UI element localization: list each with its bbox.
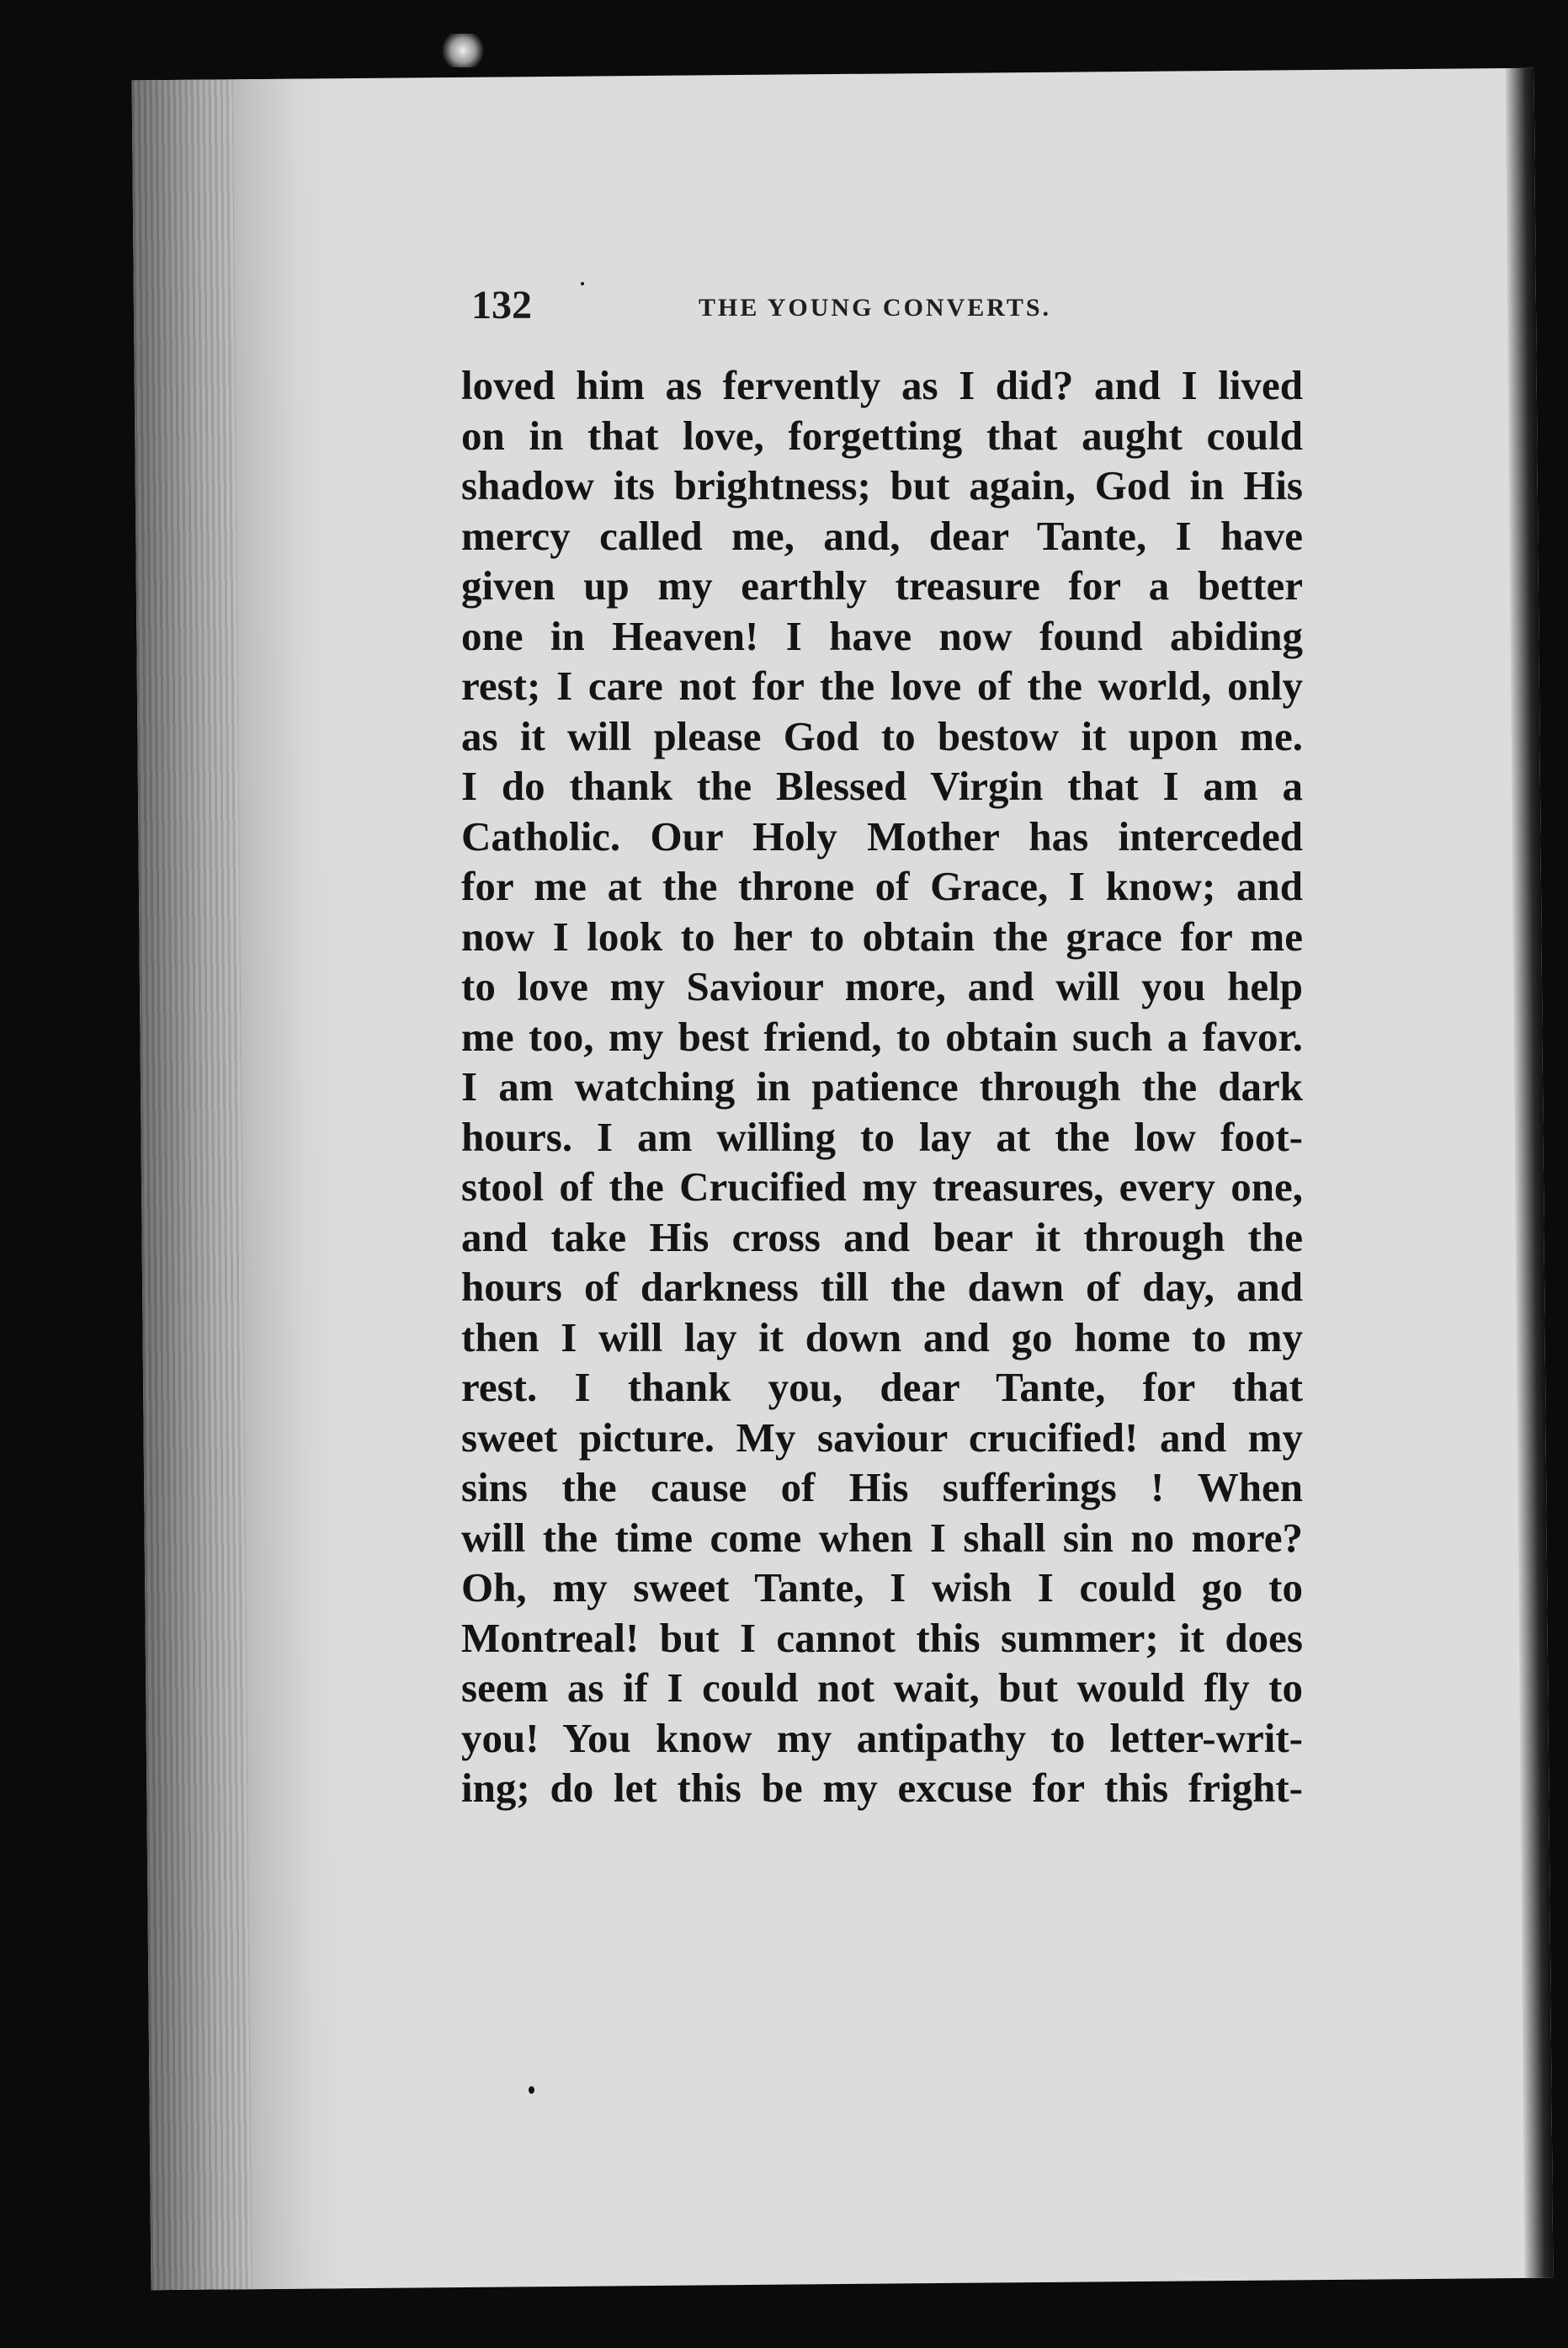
text-line: one in Heaven! I have now found abiding	[461, 612, 1303, 659]
text-line: sins the cause of His sufferings ! When	[461, 1464, 1303, 1510]
text-line: hours of darkness till the dawn of day, and	[461, 1264, 1303, 1310]
text-line: mercy called me, and, dear Tante, I have	[461, 512, 1303, 559]
ink-speck	[529, 2086, 534, 2094]
text-line: stool of the Crucified my treasures, every one,	[461, 1163, 1303, 1210]
ink-speck	[581, 282, 584, 285]
text-line: ing; do let this be my excuse for this fright-	[461, 1765, 1303, 1811]
page-right-edge	[1506, 68, 1554, 2278]
text-line: sweet picture. My saviour crucified! and my	[461, 1414, 1303, 1461]
running-head: THE YOUNG CONVERTS.	[699, 294, 1052, 322]
text-line: Montreal! but I cannot this summer; it does	[461, 1614, 1303, 1661]
text-line: I am watching in patience through the dark	[461, 1063, 1303, 1110]
text-line: seem as if I could not wait, but would fly to	[461, 1664, 1303, 1711]
scan-smudge	[438, 34, 488, 67]
text-line: to love my Saviour more, and will you help	[461, 963, 1303, 1009]
text-line: Oh, my sweet Tante, I wish I could go to	[461, 1564, 1303, 1611]
body-text	[461, 360, 1303, 1813]
text-line: Catholic. Our Holy Mother has interceded	[461, 812, 1303, 860]
text-line: rest; I care not for the love of the world, only	[461, 663, 1303, 709]
page-header	[471, 282, 1313, 341]
text-line: on in that love, forgetting that aught could	[461, 412, 1303, 459]
text-line: then I will lay it down and go home to my	[461, 1313, 1303, 1360]
text-line: and take His cross and bear it through the	[461, 1213, 1303, 1260]
page-gutter-edges	[132, 79, 252, 2290]
page-number: 132	[471, 283, 532, 327]
text-line: now I look to her to obtain the grace for me	[461, 913, 1303, 960]
text-line: as it will please God to bestow it upon me.	[461, 712, 1303, 759]
text-line: will the time come when I shall sin no more?	[461, 1514, 1303, 1561]
text-line: I do thank the Blessed Virgin that I am a	[461, 763, 1303, 809]
text-line: me too, my best friend, to obtain such a favor.	[461, 1013, 1303, 1060]
text-line: shadow its brightness; but again, God in His	[461, 462, 1303, 508]
text-line: given up my earthly treasure for a better	[461, 562, 1303, 609]
text-line: you! You know my antipathy to letter-writ-	[461, 1714, 1303, 1761]
text-line: for me at the throne of Grace, I know; and	[461, 863, 1303, 909]
text-line: loved him as fervently as I did? and I lived	[461, 362, 1303, 408]
text-line: hours. I am willing to lay at the low foot-	[461, 1113, 1303, 1160]
text-line: rest. I thank you, dear Tante, for that	[461, 1364, 1303, 1410]
